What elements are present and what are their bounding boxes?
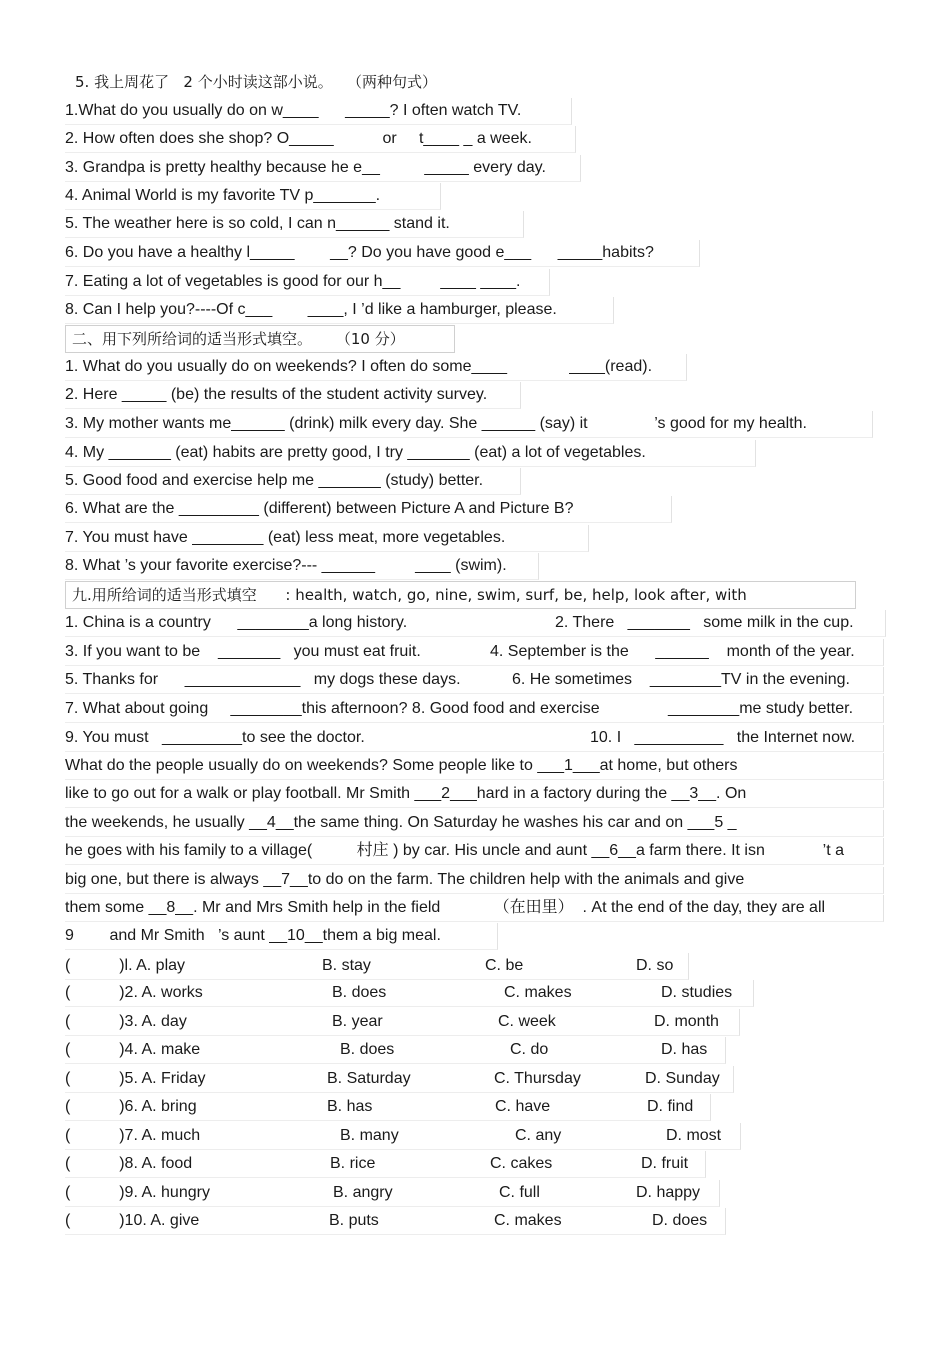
section-9-title: 九.用所给词的适当形式填空 : health, watch, go, nine, swim, surf, be, help, look after, with: [65, 581, 856, 609]
part9-item-4: 4. September is the ______ month of the year.: [490, 643, 855, 660]
choice-10-a: ( )10. A. give: [65, 1212, 200, 1229]
part9-item-6: 6. He sometimes ________TV in the evening.: [512, 671, 850, 688]
choice-9-c: C. full: [499, 1184, 540, 1201]
part1-item-8: 8. Can I help you?----Of c___ ____, I ’d like a hamburger, please.: [65, 297, 614, 324]
choice-10-c: C. makes: [494, 1212, 562, 1229]
choice-4-a: ( )4. A. make: [65, 1041, 201, 1058]
choice-8-c: C. cakes: [490, 1155, 553, 1172]
choice-1-d: D. so: [636, 957, 674, 974]
passage-line-6: them some __8__. Mr and Mrs Smith help in the field （在田里） . At the end of the day, they are all: [65, 895, 884, 922]
part9-item-2: 2. There _______ some milk in the cup.: [555, 614, 854, 631]
choice-5-c: C. Thursday: [494, 1070, 581, 1087]
choice-10-b: B. puts: [329, 1212, 379, 1229]
part1-item-1: 1.What do you usually do on w____ _____? I often watch TV.: [65, 98, 572, 125]
part9-row-1: [65, 610, 886, 637]
part9-row-4: [65, 696, 884, 723]
passage-line-7: 9 and Mr Smith ’s aunt __10__them a big meal.: [65, 923, 498, 950]
choice-10-d: D. does: [652, 1212, 708, 1229]
passage-line-2: like to go out for a walk or play football. Mr Smith ___2___hard in a factory during the __3__. On: [65, 781, 884, 808]
part1-item-7: 7. Eating a lot of vegetables is good for our h__ ____ ____.: [65, 269, 550, 296]
choice-6-a: ( )6. A. bring: [65, 1098, 197, 1115]
passage-line-5: big one, but there is always __7__to do on the farm. The children help with the animals and give: [65, 867, 884, 894]
passage-line-3: the weekends, he usually __4__the same thing. On Saturday he washes his car and on ___5 _: [65, 810, 884, 837]
choice-row-7: [65, 1123, 741, 1150]
choice-6-c: C. have: [495, 1098, 551, 1115]
choice-3-a: ( )3. A. day: [65, 1013, 187, 1030]
choice-5-b: B. Saturday: [327, 1070, 411, 1087]
choice-row-5: [65, 1066, 734, 1093]
part9-item-5: 5. Thanks for _____________ my dogs these days.: [65, 671, 461, 688]
choice-3-b: B. year: [332, 1013, 383, 1030]
choice-row-3: [65, 1009, 740, 1036]
choice-row-9: [65, 1180, 720, 1207]
part2-item-6: 6. What are the _________ (different) between Picture A and Picture B?: [65, 496, 672, 523]
part9-item-1: 1. China is a country ________a long history.: [65, 614, 408, 631]
choice-row-2: [65, 980, 754, 1007]
part2-item-5: 5. Good food and exercise help me _______ (study) better.: [65, 468, 521, 495]
choice-4-b: B. does: [340, 1041, 395, 1058]
part2-item-8: 8. What ’s your favorite exercise?--- ______ ____ (swim).: [65, 553, 539, 580]
choice-2-b: B. does: [332, 984, 387, 1001]
choice-2-d: D. studies: [661, 984, 733, 1001]
choice-9-d: D. happy: [636, 1184, 701, 1201]
choice-row-4: [65, 1037, 726, 1064]
choice-3-c: C. week: [498, 1013, 556, 1030]
part1-item-4: 4. Animal World is my favorite TV p_______.: [65, 183, 441, 210]
passage-line-4: he goes with his family to a village( 村庄 ) by car. His uncle and aunt __6__a farm there. It isn ’t a: [65, 838, 884, 865]
choice-6-d: D. find: [647, 1098, 694, 1115]
part9-row-5: [65, 725, 884, 752]
choice-3-d: D. month: [654, 1013, 719, 1030]
part2-item-4: 4. My _______ (eat) habits are pretty good, I try _______ (eat) a lot of vegetables.: [65, 440, 756, 467]
part9-item-10: 10. I __________ the Internet now.: [590, 729, 856, 746]
part2-item-2: 2. Here _____ (be) the results of the student activity survey.: [65, 382, 521, 409]
part9-row-2: [65, 639, 884, 666]
section-2-title: 二、用下列所给词的适当形式填空。 （10 分）: [65, 325, 455, 353]
choice-row-1: [65, 953, 689, 980]
choice-7-b: B. many: [340, 1127, 399, 1144]
translation-task-5: 5. 我上周花了 2 个小时读这部小说。 （两种句式）: [75, 73, 438, 91]
choice-1-c: C. be: [485, 957, 524, 974]
part2-item-1: 1. What do you usually do on weekends? I often do some____ ____(read).: [65, 354, 687, 381]
part9-item-8-end: ________me study better.: [668, 700, 854, 717]
choice-4-c: C. do: [510, 1041, 549, 1058]
choice-row-8: [65, 1151, 706, 1178]
choice-5-a: ( )5. A. Friday: [65, 1070, 206, 1087]
choice-8-b: B. rice: [330, 1155, 376, 1172]
part9-row-3: [65, 667, 884, 694]
choice-8-d: D. fruit: [641, 1155, 689, 1172]
choice-4-d: D. has: [661, 1041, 708, 1058]
part1-item-2: 2. How often does she shop? O_____ or t____ _ a week.: [65, 126, 576, 153]
part2-item-3: 3. My mother wants me______ (drink) milk every day. She ______ (say) it ’s good for my health.: [65, 411, 873, 438]
part2-item-7: 7. You must have ________ (eat) less meat, more vegetables.: [65, 525, 589, 552]
choice-row-6: [65, 1094, 711, 1121]
part1-item-5: 5. The weather here is so cold, I can n______ stand it.: [65, 211, 524, 238]
choice-7-d: D. most: [666, 1127, 722, 1144]
choice-9-b: B. angry: [333, 1184, 393, 1201]
choice-2-a: ( )2. A. works: [65, 984, 203, 1001]
choice-8-a: ( )8. A. food: [65, 1155, 193, 1172]
part9-item-7-8: 7. What about going ________this afternoon? 8. Good food and exercise: [65, 700, 600, 717]
choice-5-d: D. Sunday: [645, 1070, 720, 1087]
choice-7-a: ( )7. A. much: [65, 1127, 201, 1144]
choice-row-10: [65, 1208, 726, 1235]
choice-1-b: B. stay: [322, 957, 371, 974]
passage-line-1: What do the people usually do on weekends? Some people like to ___1___at home, but others: [65, 753, 884, 780]
part9-item-9: 9. You must _________to see the doctor.: [65, 729, 365, 746]
part9-item-3: 3. If you want to be _______ you must eat fruit.: [65, 643, 421, 660]
choice-2-c: C. makes: [504, 984, 572, 1001]
part1-item-3: 3. Grandpa is pretty healthy because he e__ _____ every day.: [65, 155, 581, 182]
choice-1-a: ( )l. A. play: [65, 957, 186, 974]
choice-9-a: ( )9. A. hungry: [65, 1184, 210, 1201]
choice-6-b: B. has: [327, 1098, 373, 1115]
choice-7-c: C. any: [515, 1127, 562, 1144]
part1-item-6: 6. Do you have a healthy l_____ __? Do you have good e___ _____habits?: [65, 240, 700, 267]
